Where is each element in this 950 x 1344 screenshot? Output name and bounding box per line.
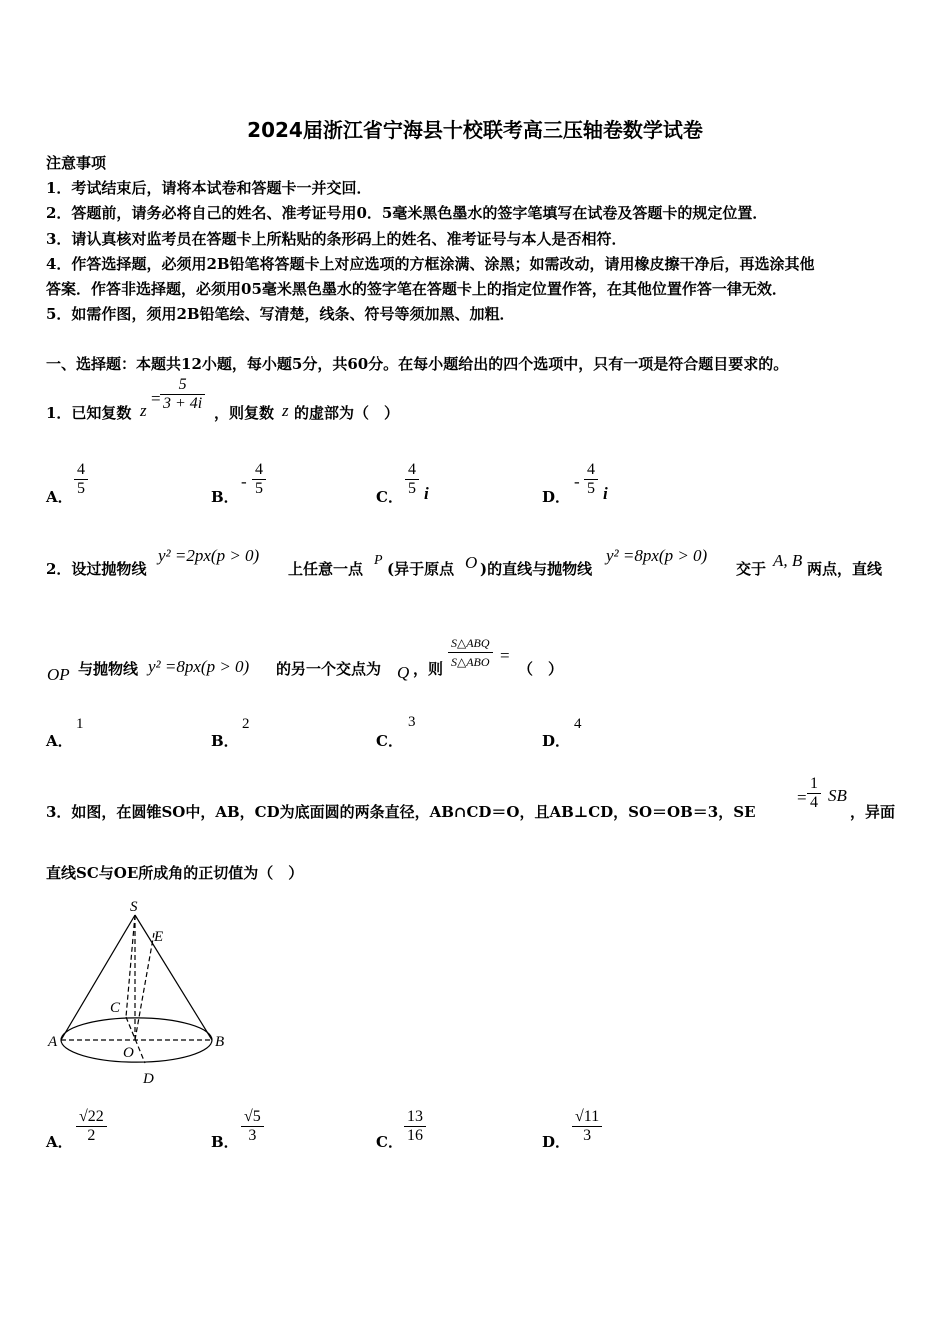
label-e: E (154, 929, 164, 945)
q1-suffix-var: z (282, 401, 289, 420)
q2-point-q: Q (397, 663, 410, 682)
notice-item-3: 3．请认真核对监考员在答题卡上所粘贴的条形码上的姓名、准考证号与本人是否相符． (46, 230, 627, 248)
q2-point-o: O (465, 553, 478, 572)
q2-option-a-label[interactable]: A． (46, 732, 73, 750)
q2-option-b-value[interactable]: 2 (242, 716, 250, 732)
q2-eq-sign: = (500, 646, 510, 665)
q1-suffix-a: ，则复数 (214, 404, 275, 422)
q1-option-d-sign: - (574, 472, 580, 491)
q1-option-c-label[interactable]: C． (376, 488, 403, 506)
label-d: D (143, 1071, 154, 1087)
q1-eq: = (151, 389, 161, 408)
q1-option-d-value[interactable]: $\frac{4}{5}$ (584, 461, 598, 498)
q2-text-2: 上任意一点 (288, 560, 364, 578)
page-title: 2024届浙江省宁海县十校联考高三压轴卷数学试卷 (247, 118, 703, 142)
q1-suffix-b: 的虚部为（ ） (294, 404, 400, 422)
q2-text-9: ，则 (413, 660, 444, 678)
label-c: C (110, 1000, 121, 1016)
notice-item-1: 1．考试结束后，请将本试卷和答题卡一并交回． (46, 179, 372, 197)
q3-option-c-label[interactable]: C． (376, 1133, 403, 1151)
q1-var: z (140, 401, 147, 420)
q3-option-a-value[interactable]: $\frac{√22}{2}$ (76, 1108, 107, 1145)
q2-equation-1: y² =2px(p > 0) (158, 546, 260, 565)
q2-points-ab: A, B (773, 551, 803, 570)
notice-item-4-cont: 答案．作答非选择题，必须用05毫米黑色墨水的签字笔在答题卡上的指定位置作答，在其他位置作答一律无效． (46, 280, 787, 298)
label-s: S (130, 899, 138, 915)
label-o: O (123, 1045, 134, 1061)
q2-text-3: (异于原点 (387, 560, 455, 578)
q2-option-d-value[interactable]: 4 (574, 716, 582, 732)
cone-edge-right (135, 915, 212, 1040)
q1-option-c-tail: i (424, 484, 429, 503)
cone-figure (40, 895, 240, 1090)
q2-text-1: 2．设过抛物线 (46, 560, 147, 578)
q2-text-4: )的直线与抛物线 (480, 560, 593, 578)
q2-equation-2: y² =8px(p > 0) (606, 546, 708, 565)
segment-sc (126, 915, 135, 1017)
q2-option-d-label[interactable]: D． (542, 732, 571, 750)
q1-option-d-tail: i (603, 484, 608, 503)
q1-option-c-value[interactable]: $\frac{4}{5}$ (405, 461, 419, 498)
q2-option-b-label[interactable]: B． (211, 732, 239, 750)
q3-option-b-label[interactable]: B． (211, 1133, 239, 1151)
q1-option-a-value[interactable]: $\frac{4}{5}$ (74, 461, 88, 498)
label-b: B (215, 1034, 225, 1050)
q2-equation-3: y² =8px(p > 0) (148, 657, 250, 676)
notice-item-5: 5．如需作图，须用2B铅笔绘、写清楚，线条、符号等须加黑、加粗． (46, 305, 515, 323)
q3-option-d-value[interactable]: $\frac{√11}{3}$ (572, 1108, 602, 1145)
q2-area-ratio: S△ABQ S△ABO (448, 634, 493, 671)
q3-line-1-end: ，异面 (850, 803, 896, 821)
q1-fraction: $\frac{5}{3 + 4i}$ (160, 376, 205, 413)
q1-prefix: 1．已知复数 (46, 404, 132, 422)
q3-option-a-label[interactable]: A． (46, 1133, 73, 1151)
q1-option-a-label[interactable]: A． (46, 488, 73, 506)
segment-oe (135, 933, 154, 1040)
q3-line-2: 直线SC与OE所成角的正切值为（ ） (46, 864, 304, 882)
q2-text-7: 与抛物线 (78, 660, 139, 678)
q2-line-op: OP (47, 665, 70, 684)
notice-item-2: 2．答题前，请务必将自己的姓名、准考证号用0．5毫米黑色墨水的签字笔填写在试卷及答题卡的规定位置． (46, 204, 768, 222)
q3-line-1: 3．如图，在圆锥SO中，AB，CD为底面圆的两条直径，AB∩CD＝O，且AB⊥CD，SO＝OB＝3，SE (46, 803, 756, 821)
q2-text-8: 的另一个交点为 (276, 660, 382, 678)
section-heading: 一、选择题：本题共12小题，每小题5分，共60分。在每小题给出的四个选项中，只有一项是符合题目要求的。 (46, 355, 789, 373)
q2-text-11: （ ） (518, 660, 564, 678)
q2-option-a-value[interactable]: 1 (76, 716, 84, 732)
q2-text-5: 交于 (736, 560, 767, 578)
notice-item-4: 4．作答选择题，必须用2B铅笔将答题卡上对应选项的方框涂满、涂黑；如需改动，请用橡皮擦干净后，再选涂其他 (46, 255, 815, 273)
q3-eq-sign: = (797, 788, 807, 807)
q1-option-b-value[interactable]: $\frac{4}{5}$ (252, 461, 266, 498)
q1-option-b-label[interactable]: B． (211, 488, 239, 506)
q3-option-b-value[interactable]: $\frac{√5}{3}$ (241, 1108, 264, 1145)
q3-option-d-label[interactable]: D． (542, 1133, 571, 1151)
q2-point-p: P (374, 553, 383, 568)
q1-option-b-sign: - (241, 472, 247, 491)
q2-text-6: 两点，直线 (807, 560, 883, 578)
q2-option-c-label[interactable]: C． (376, 732, 403, 750)
q2-option-c-value[interactable]: 3 (408, 714, 416, 730)
notice-heading: 注意事项 (46, 154, 107, 172)
q1-option-d-label[interactable]: D． (542, 488, 571, 506)
q3-fraction: $\frac{1}{4}$ (807, 775, 821, 812)
q3-segment-sb: SB (828, 786, 847, 805)
q3-option-c-value[interactable]: $\frac{13}{16}$ (404, 1108, 426, 1145)
label-a: A (48, 1034, 58, 1050)
